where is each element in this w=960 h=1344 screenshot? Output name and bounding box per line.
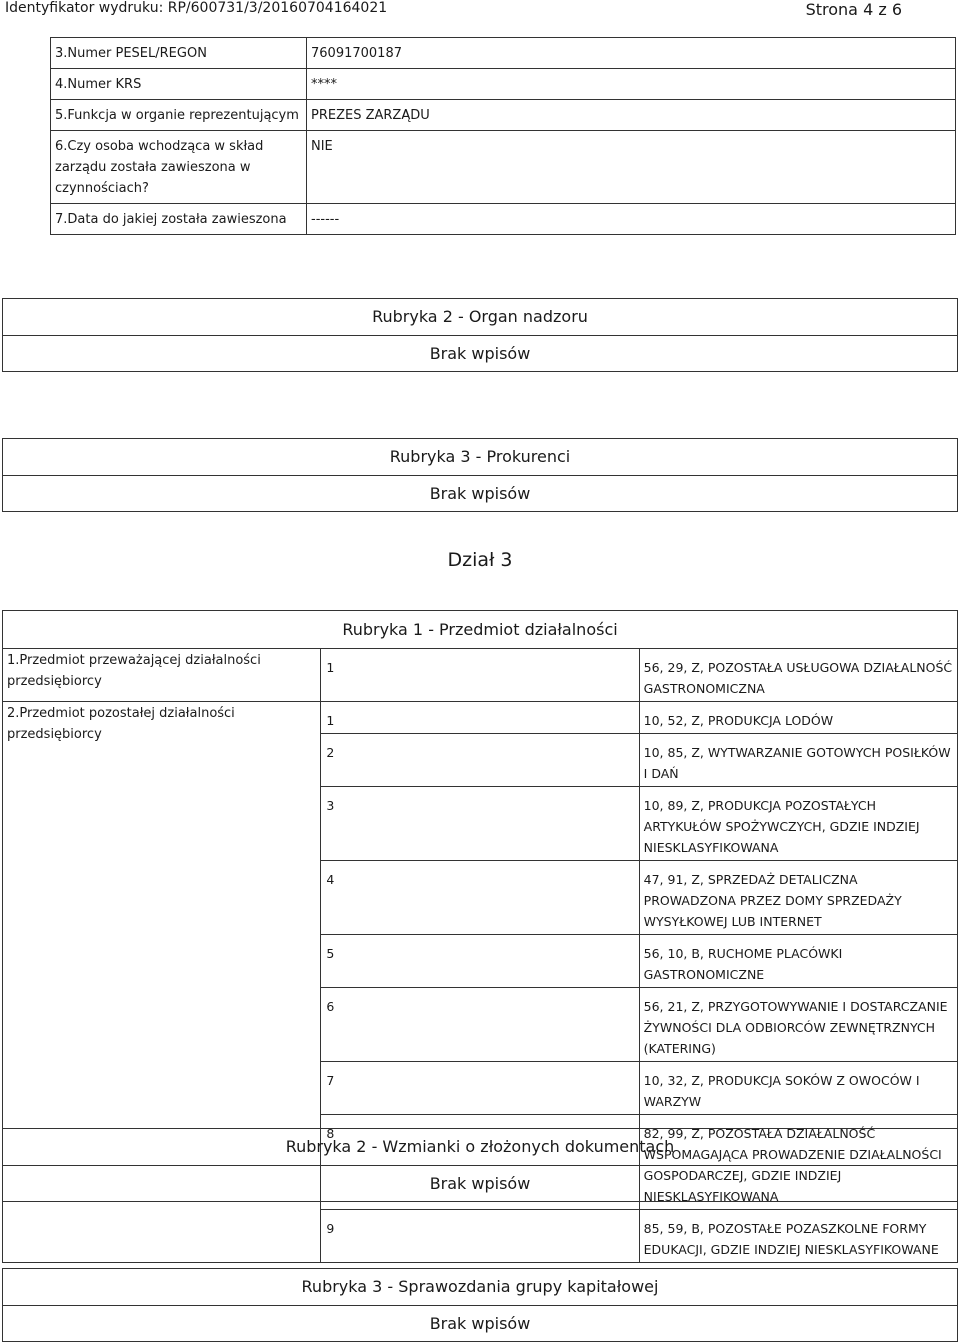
table-row (3, 649, 958, 702)
no-entries-text: Brak wpisów (3, 335, 957, 371)
dzial-title: Dział 3 (447, 549, 513, 571)
item-number: 9 (321, 1210, 639, 1263)
item-value: 85, 59, B, POZOSTAŁE POZASZKOLNE FORMY EDUKACJI, GDZIE INDZIEJ NIESKLASYFIKOWANE (639, 1210, 957, 1263)
row-label: 3.Numer PESEL/REGON (51, 38, 307, 69)
section-heading: Rubryka 3 - Prokurenci (389, 447, 571, 466)
item-number: 6 (321, 988, 639, 1062)
item-number: 2 (321, 734, 639, 787)
row-label: 6.Czy osoba wchodząca w skład zarządu została zawieszona w czynnościach? (51, 131, 307, 204)
row-label: 5.Funkcja w organie reprezentującym (51, 100, 307, 131)
row-label: 2.Przedmiot pozostałej działalności przedsiębiorcy (3, 702, 321, 1263)
item-value: 82, 99, Z, POZOSTAŁA DZIAŁALNOŚĆ WSPOMAGAJĄCA PROWADZENIE DZIAŁALNOŚCI GOSPODARCZEJ, GDZIE INDZIEJ NIESKLASYFIKOWANA (639, 1115, 957, 1210)
table-row (51, 38, 956, 69)
row-label: 7.Data do jakiej została zawieszona (51, 204, 307, 235)
print-identifier: Identyfikator wydruku: RP/600731/3/20160704164021 (5, 0, 388, 16)
item-number: 4 (321, 861, 639, 935)
table-row (51, 131, 956, 204)
row-label: 4.Numer KRS (51, 69, 307, 100)
table-row (3, 702, 958, 734)
item-number: 7 (321, 1062, 639, 1115)
item-number: 1 (321, 649, 639, 702)
page-number: Strona 4 z 6 (805, 0, 902, 19)
row-label: 1.Przedmiot przeważającej działalności przedsiębiorcy (3, 649, 321, 702)
item-value: 56, 21, Z, PRZYGOTOWYWANIE I DOSTARCZANIE ŻYWNOŚCI DLA ODBIORCÓW ZEWNĘTRZNYCH (KATERING) (639, 988, 957, 1062)
organ-nadzoru-box (2, 298, 958, 372)
no-entries-text: Brak wpisów (3, 475, 957, 511)
item-number: 1 (321, 702, 639, 734)
row-value: PREZES ZARZĄDU (307, 100, 956, 131)
section-heading: Rubryka 3 - Sprawozdania grupy kapitałowej (301, 1277, 659, 1296)
row-value: NIE (307, 131, 956, 204)
section-heading: Rubryka 2 - Organ nadzoru (372, 307, 588, 326)
row-value: 76091700187 (307, 38, 956, 69)
sprawozdania-box (2, 1268, 958, 1342)
item-value: 10, 89, Z, PRODUKCJA POZOSTAŁYCH ARTYKUŁÓW SPOŻYWCZYCH, GDZIE INDZIEJ NIESKLASYFIKOWANA (639, 787, 957, 861)
no-entries-text: Brak wpisów (3, 1305, 957, 1341)
no-entries-text: Brak wpisów (3, 1165, 957, 1201)
item-value: 47, 91, Z, SPRZEDAŻ DETALICZNA PROWADZONA PRZEZ DOMY SPRZEDAŻY WYSYŁKOWEJ LUB INTERNET (639, 861, 957, 935)
person-details-table (50, 37, 956, 235)
item-number: 5 (321, 935, 639, 988)
prokurenci-box (2, 438, 958, 512)
row-value: ------ (307, 204, 956, 235)
item-value: 56, 29, Z, POZOSTAŁA USŁUGOWA DZIAŁALNOŚĆ GASTRONOMICZNA (639, 649, 957, 702)
item-value: 56, 10, B, RUCHOME PLACÓWKI GASTRONOMICZNE (639, 935, 957, 988)
row-value: **** (307, 69, 956, 100)
item-value: 10, 52, Z, PRODUKCJA LODÓW (639, 702, 957, 734)
section-heading: Rubryka 2 - Wzmianki o złożonych dokumentach (285, 1137, 675, 1156)
item-number: 3 (321, 787, 639, 861)
table-row (51, 204, 956, 235)
item-value: 10, 32, Z, PRODUKCJA SOKÓW Z OWOCÓW I WARZYW (639, 1062, 957, 1115)
section-heading: Rubryka 1 - Przedmiot działalności (3, 611, 958, 649)
item-number: 8 (321, 1115, 639, 1210)
table-row (51, 69, 956, 100)
wzmianki-box (2, 1128, 958, 1202)
table-row (51, 100, 956, 131)
item-value: 10, 85, Z, WYTWARZANIE GOTOWYCH POSIŁKÓW I DAŃ (639, 734, 957, 787)
